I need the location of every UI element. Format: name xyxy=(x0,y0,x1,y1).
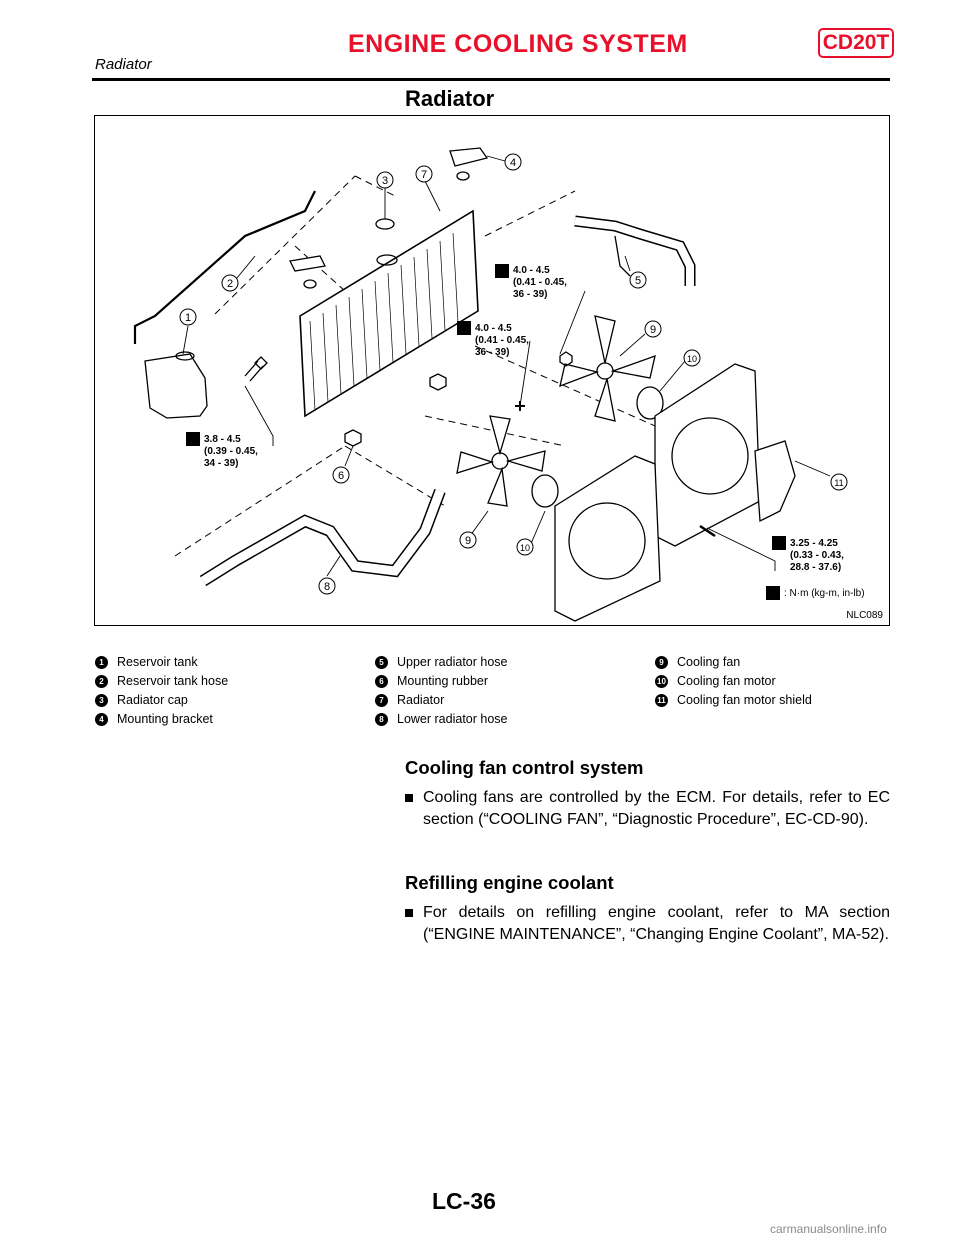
callout-10-lower: 10 xyxy=(519,543,531,553)
torque-1-line2: (0.41 - 0.45, xyxy=(513,277,567,288)
mounting-rubber xyxy=(304,280,316,288)
legend-number: 6 xyxy=(375,675,388,688)
torque-2-line3: 36 - 39) xyxy=(475,347,510,358)
legend-label: Reservoir tank xyxy=(117,655,198,669)
bullet-cooling-fan xyxy=(405,787,890,831)
bullet-marker xyxy=(405,794,413,802)
fan-shroud-lower xyxy=(555,456,660,621)
torque-3-line3: 34 - 39) xyxy=(204,458,239,469)
legend-label: Reservoir tank hose xyxy=(117,674,229,688)
legend-item xyxy=(375,672,507,691)
legend-item xyxy=(375,653,507,672)
watermark: carmanualsonline.info xyxy=(770,1222,887,1236)
figure-code: NLC089 xyxy=(846,610,883,621)
callout-2: 2 xyxy=(226,278,234,290)
legend-item xyxy=(655,653,812,672)
legend-number: 3 xyxy=(95,694,108,707)
hose-branch xyxy=(615,236,630,276)
assembly-line xyxy=(485,191,575,236)
assembly-line xyxy=(345,446,445,506)
legend-number: 7 xyxy=(375,694,388,707)
torque-2-line1: 4.0 - 4.5 xyxy=(475,323,512,334)
assembly-line xyxy=(175,446,345,556)
bullet-refilling xyxy=(405,902,890,946)
section-subtitle: Radiator xyxy=(95,56,152,73)
callout-7: 7 xyxy=(420,169,428,181)
legend-label: Mounting bracket xyxy=(117,712,213,726)
legend-label: Cooling fan motor shield xyxy=(677,693,812,707)
legend-item xyxy=(95,672,228,691)
model-badge: CD20T xyxy=(818,28,894,58)
torque-3-line1: 3.8 - 4.5 xyxy=(204,434,241,445)
bullet-text: Cooling fans are controlled by the ECM. For details, refer to EC section (“COOLING FAN”, “Diagnostic Procedure”, EC-CD-90). xyxy=(423,789,890,828)
radiator-core xyxy=(300,211,478,416)
radiator-exploded-diagram xyxy=(94,115,890,626)
bullet-text: For details on refilling engine coolant, refer to MA section (“ENGINE MAINTENANCE”, “Changing Engine Coolant”, MA-52). xyxy=(423,904,890,943)
torque-1-line1: 4.0 - 4.5 xyxy=(513,265,550,276)
section-heading-cooling-fan: Cooling fan control system xyxy=(405,757,644,778)
callout-11: 11 xyxy=(834,478,844,488)
page-title: Radiator xyxy=(405,86,495,111)
unit-note: : N·m (kg-m, in-lb) xyxy=(784,588,865,599)
torque-4-line2: (0.33 - 0.43, xyxy=(790,550,844,561)
reservoir-tank xyxy=(145,354,207,418)
radiator-cap xyxy=(376,219,394,229)
callout-1: 1 xyxy=(184,312,192,324)
legend-item xyxy=(375,710,507,729)
page-number: LC-36 xyxy=(432,1188,496,1214)
legend-column-2 xyxy=(375,653,507,729)
header-rule xyxy=(92,78,890,81)
legend-label: Mounting rubber xyxy=(397,674,489,688)
reservoir-bolt xyxy=(245,357,267,381)
legend-item xyxy=(95,710,228,729)
callout-10: 10 xyxy=(686,354,698,364)
reservoir-tank-hose xyxy=(135,191,315,344)
torque-4-line1: 3.25 - 4.25 xyxy=(790,538,838,549)
lower-radiator-hose-outline xyxy=(203,491,440,581)
torque-1-line3: 36 - 39) xyxy=(513,289,548,300)
legend-number: 11 xyxy=(655,694,668,707)
cooling-fan-motor xyxy=(532,475,558,507)
legend-column-3 xyxy=(655,653,812,710)
mounting-bracket xyxy=(450,148,487,166)
legend-label: Lower radiator hose xyxy=(397,712,508,726)
legend-label: Cooling fan xyxy=(677,655,741,669)
mounting-rubber xyxy=(430,374,446,390)
fan-shroud-upper xyxy=(655,364,760,546)
legend-number: 10 xyxy=(655,675,668,688)
legend-number: 5 xyxy=(375,656,388,669)
legend-number: 4 xyxy=(95,713,108,726)
section-heading-refilling: Refilling engine coolant xyxy=(405,872,614,893)
cooling-fan-motor-shield xyxy=(755,441,795,521)
torque-3-line2: (0.39 - 0.45, xyxy=(204,446,258,457)
callout-9-lower: 9 xyxy=(464,535,472,547)
bullet-marker xyxy=(405,909,413,917)
callout-9: 9 xyxy=(649,324,657,336)
mounting-bracket xyxy=(290,256,325,271)
legend-item xyxy=(95,653,228,672)
callout-6: 6 xyxy=(337,470,345,482)
callout-5: 5 xyxy=(634,275,642,287)
legend-item xyxy=(375,691,507,710)
torque-2-line2: (0.41 - 0.45, xyxy=(475,335,529,346)
legend-number: 2 xyxy=(95,675,108,688)
legend-number: 9 xyxy=(655,656,668,669)
legend-label: Cooling fan motor xyxy=(677,674,776,688)
legend-item xyxy=(655,672,812,691)
torque-4-line3: 28.8 - 37.6) xyxy=(790,562,842,573)
mounting-rubber xyxy=(457,172,469,180)
callout-4: 4 xyxy=(509,157,517,169)
legend-label: Upper radiator hose xyxy=(397,655,508,669)
legend-column-1 xyxy=(95,653,228,729)
legend-label: Radiator xyxy=(397,693,445,707)
legend-label: Radiator cap xyxy=(117,693,188,707)
legend-number: 8 xyxy=(375,713,388,726)
callout-8: 8 xyxy=(323,581,331,593)
diagram-drawing xyxy=(95,116,890,626)
legend-number: 1 xyxy=(95,656,108,669)
legend-item xyxy=(95,691,228,710)
callout-3: 3 xyxy=(381,175,389,187)
section-title: ENGINE COOLING SYSTEM xyxy=(348,30,688,58)
legend-item xyxy=(655,691,812,710)
mounting-rubber xyxy=(345,430,361,446)
